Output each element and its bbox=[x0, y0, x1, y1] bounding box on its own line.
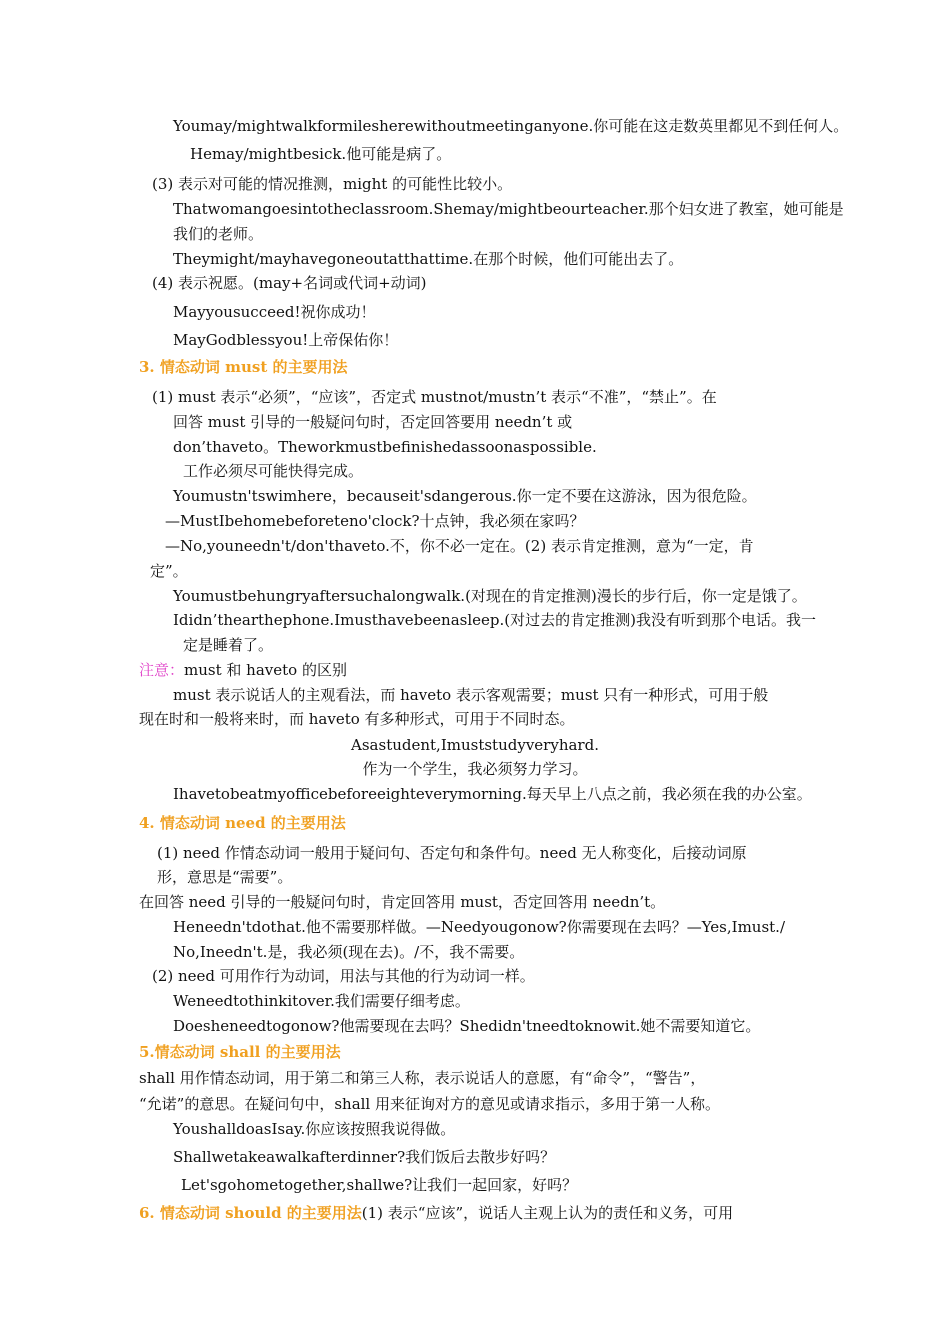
body-line: (1) must 表示“必须”，“应该”，否定式 mustnot/mustn’t 表示“不准”，“禁止”。在 bbox=[152, 388, 717, 406]
example-line: Weneedtothinkitover.我们需要仔细考虑。 bbox=[173, 992, 470, 1010]
example-line: Theymight/mayhavegoneoutatthattime.在那个时候，他们可能出去了。 bbox=[173, 250, 684, 268]
example-line: Youmustn'tswimhere，becauseit'sdangerous.你一定不要在这游泳，因为很危险。 bbox=[173, 487, 757, 505]
body-line: don’thaveto。Theworkmustbefinishedassoonaspossible. bbox=[173, 438, 597, 456]
example-line: Youmay/mightwalkformilesherewithoutmeetinganyone.你可能在这走数英里都见不到任何人。 bbox=[173, 117, 849, 135]
example-line: Youmustbehungryaftersuchalongwalk.(对现在的肯定推测)漫长的步行后，你一定是饿了。 bbox=[173, 587, 807, 605]
example-line: Let'sgohometogether,shallwe?让我们一起回家，好吗？ bbox=[181, 1176, 578, 1194]
body-line: 形，意思是“需要”。 bbox=[157, 868, 293, 886]
point-title: (2) need 可用作行为动词，用法与其他的行为动词一样。 bbox=[152, 967, 535, 985]
dialogue-line: —No,youneedn't/don'thaveto.不，你不必一定在。(2) 表示肯定推测，意为“一定，肯 bbox=[165, 537, 754, 555]
point-title: (3) 表示对可能的情况推测，might 的可能性比较小。 bbox=[152, 175, 513, 193]
example-line: Doesheneedtogonow?他需要现在去吗？Shedidn'tneedtoknowit.她不需要知道它。 bbox=[173, 1017, 761, 1035]
example-line: Mayyousucceed!祝你成功！ bbox=[173, 303, 376, 321]
body-line: must 表示说话人的主观看法，而 haveto 表示客观需要；must 只有一种形式，可用于般 bbox=[173, 686, 769, 704]
example-line: 我们的老师。 bbox=[173, 225, 264, 243]
example-line: Ididn’thearthephone.Imusthavebeenasleep.(对过去的肯定推测)我没有听到那个电话。我一 bbox=[173, 611, 816, 629]
note-line bbox=[139, 660, 347, 680]
example-line: Shallwetakeawalkafterdinner?我们饭后去散步好吗？ bbox=[173, 1148, 556, 1166]
body-line: “允诺”的意思。在疑问句中，shall 用来征询对方的意见或请求指示，多用于第一人称。 bbox=[139, 1095, 721, 1113]
example-line: Ihavetobeatmyofficebeforeeighteverymorning.每天早上八点之前，我必须在我的办公室。 bbox=[173, 785, 812, 803]
section-heading-shall: 5.情态动词 shall 的主要用法 bbox=[139, 1043, 341, 1061]
body-line: shall 用作情态动词，用于第二和第三人称，表示说话人的意愿，有“命令”，“警告”， bbox=[139, 1069, 706, 1087]
section-heading-need: 4. 情态动词 need 的主要用法 bbox=[139, 814, 346, 832]
body-line: 在回答 need 引导的一般疑问句时，肯定回答用 must，否定回答用 needn’t。 bbox=[139, 893, 666, 911]
example-line: 定是睡着了。 bbox=[183, 636, 274, 654]
note-text: must 和 haveto 的区别 bbox=[184, 661, 347, 679]
body-text: (1) 表示“应该”，说话人主观上认为的责任和义务，可用 bbox=[361, 1204, 734, 1222]
body-line: 工作必须尽可能快得完成。 bbox=[183, 462, 364, 480]
example-line: Thatwomangoesintotheclassroom.Shemay/mightbeourteacher.那个妇女进了教室，她可能是 bbox=[173, 200, 844, 218]
section-heading-should: 6. 情态动词 should 的主要用法 bbox=[139, 1204, 362, 1222]
dialogue-line: —MustIbehomebeforeteno'clock?十点钟，我必须在家吗？ bbox=[165, 512, 585, 530]
body-line: 现在时和一般将来时，而 haveto 有多种形式，可用于不同时态。 bbox=[139, 710, 575, 728]
example-line: Heneedn'tdothat.他不需要那样做。—Needyougonow?你需要现在去吗？—Yes,Imust./ bbox=[173, 918, 785, 936]
section-heading-must: 3. 情态动词 must 的主要用法 bbox=[139, 358, 348, 376]
example-line: 作为一个学生，我必须努力学习。 bbox=[362, 760, 588, 778]
note-label: 注意： bbox=[139, 661, 185, 679]
body-line: 回答 must 引导的一般疑问句时，否定回答要用 needn’t 或 bbox=[173, 413, 573, 431]
body-line: (1) need 作情态动词一般用于疑问句、否定句和条件句。need 无人称变化，后接动词原 bbox=[157, 844, 747, 862]
point-title: (4) 表示祝愿。(may+名词或代词+动词) bbox=[152, 274, 427, 292]
example-line: YoushalldoasIsay.你应该按照我说得做。 bbox=[173, 1120, 456, 1138]
should-line bbox=[139, 1203, 733, 1223]
example-line: Hemay/mightbesick.他可能是病了。 bbox=[190, 145, 452, 163]
example-line: Asastudent,Imuststudyveryhard. bbox=[351, 736, 599, 754]
body-line: 定”。 bbox=[150, 562, 188, 580]
example-line: No,Ineedn't.是，我必须(现在去)。/不，我不需要。 bbox=[173, 943, 525, 961]
example-line: MayGodblessyou!上帝保佑你！ bbox=[173, 331, 399, 349]
